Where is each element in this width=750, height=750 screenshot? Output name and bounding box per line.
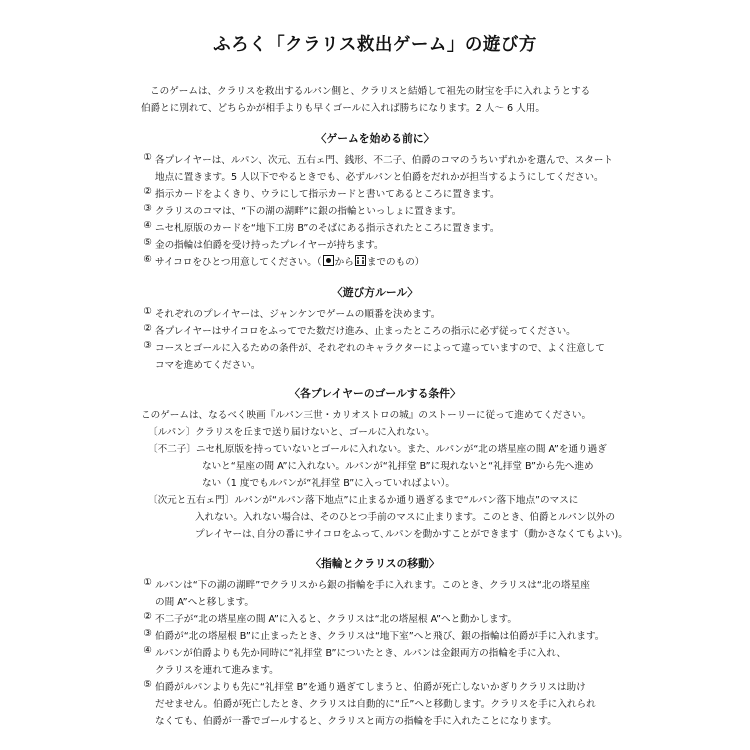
goals-intro: このゲームは、なるべく映画『ルパン三世・カリオストロの城』のストーリーに従って進めてください。: [141, 410, 592, 421]
item-text: なくても、伯爵が一番でゴールすると、クラリスと両方の指輪を手に入れたことになります。: [155, 716, 557, 727]
item-text: コマを進めてください。: [155, 360, 261, 371]
goal-jigen-line: プレイヤーは､自分の番にサイコロをふって､ルパンを動かすことができます（動かさなくてもよい)。: [195, 529, 628, 540]
item-number: ③: [143, 340, 152, 351]
goal-fujiko-line: ない（1 度でもルパンが“礼拝堂 B”に入っていればよい）。: [202, 478, 455, 489]
item-text: 地点に置きます。5 人以下でやるときでも、必ずルパンと伯爵をだれかが担当するようにしてください。: [155, 172, 604, 183]
page-title: ふろく「クラリス救出ゲーム」の遊び方: [213, 35, 537, 55]
item-text: 伯爵がルパンよりも先に“礼拝堂 B”を通り過ぎてしまうと、伯爵が死亡しないかぎりクラリスは助け: [155, 682, 586, 693]
item-number: ①: [143, 152, 152, 163]
item-text: 伯爵が“北の塔屋根 B”に止まったとき、クラリスは“地下室”へと飛び、銀の指輪は伯爵が手に入れます。: [155, 631, 605, 642]
dice-from-text: から: [334, 257, 354, 268]
item-number: ③: [143, 628, 152, 639]
item-text: それぞれのプレイヤーは、ジャンケンでゲームの順番を決めます。: [155, 309, 441, 320]
dice-six-icon: [355, 255, 366, 266]
item-text: 金の指輪は伯爵を受け持ったプレイヤーが持ちます。: [155, 240, 384, 251]
intro-line-1: このゲームは、クラリスを救出するルパン側と、クラリスと結婚して祖先の財宝を手に入れようとする: [150, 86, 591, 97]
item-text: 各プレイヤーはサイコロをふってでた数だけ進み、止まったところの指示に必ず従ってください。: [155, 326, 576, 337]
item-number: ③: [143, 203, 152, 214]
item-text: 各プレイヤーは、ルパン、次元、五右ェ門、銭形、不二子、伯爵のコマのうちいずれかを選んで、スタート: [155, 155, 614, 166]
section-heading-before: 〈ゲームを始める前に〉: [315, 132, 435, 145]
dice-sentence: サイコロをひとつ用意してください。（: [155, 257, 322, 268]
goal-jigen-line: 〔次元と五右ェ門〕ルパンが“ルパン落下地点”に止まるか通り過ぎるまで“ルパン落下地点”のマスに: [148, 495, 579, 506]
goal-lupin: 〔ルパン〕クラリスを丘まで送り届けないと、ゴールに入れない。: [148, 427, 435, 438]
section-heading-rules: 〈遊び方ルール〉: [331, 286, 419, 299]
goal-fujiko-line: 〔不二子〕ニセ札原版を持っていないとゴールに入れない。また、ルパンが“北の塔星座の間 A”を通り過ぎ: [148, 444, 607, 455]
item-number: ①: [143, 577, 152, 588]
goal-fujiko-line: ないと“星座の間 A”に入れない。ルパンが“礼拝堂 B”に現れないと“礼拝堂 B”から先へ進め: [202, 461, 594, 472]
item-text: コースとゴールに入るための条件が、それぞれのキャラクターによって違っていますので、よく注意して: [155, 343, 605, 354]
item-text: 指示カードをよくきり、ウラにして指示カードと書いてあるところに置きます。: [155, 189, 500, 200]
section-heading-rings: 〈指輪とクラリスの移動〉: [310, 557, 440, 570]
item-number: ①: [143, 306, 152, 317]
item-text: クラリスを連れて進みます。: [155, 665, 279, 676]
item-number: ⑥: [143, 254, 152, 265]
item-number: ②: [143, 323, 152, 334]
item-text: 不二子が“北の塔星座の間 A”に入ると、クラリスは“北の塔屋根 A”へと動かします。: [155, 614, 517, 625]
item-text: ルパンは“下の湖の湖畔”でクラリスから銀の指輪を手に入れます。このとき、クラリスは“北の塔星座: [155, 580, 590, 591]
item-text: だせません。伯爵が死亡したとき、クラリスは自動的に“丘”へと移動します。クラリスを手に入れられ: [155, 699, 596, 710]
item-number: ④: [143, 645, 152, 656]
dice-to-text: までのもの）: [366, 257, 425, 268]
item-number: ⑤: [143, 679, 152, 690]
dice-one-icon: [323, 255, 334, 266]
item-number: ④: [143, 220, 152, 231]
goal-jigen-line: 入れない。入れない場合は、そのひとつ手前のマスに止まります。このとき、伯爵とルパン以外の: [195, 512, 616, 523]
item-number: ⑤: [143, 237, 152, 248]
item-text-dice: [155, 254, 424, 268]
item-text: の間 A”へと移します。: [155, 597, 254, 608]
item-number: ②: [143, 611, 152, 622]
section-heading-goals: 〈各プレイヤーのゴールする条件〉: [289, 387, 461, 400]
item-number: ②: [143, 186, 152, 197]
intro-line-2: 伯爵とに別れて、どちらかが相手よりも早くゴールに入れば勝ちになります。2 人〜 6 人用。: [141, 103, 545, 114]
item-text: ルパンが伯爵よりも先か同時に“礼拝堂 B”についたとき、ルパンは金銀両方の指輪を手に入れ、: [155, 648, 567, 659]
item-text: ニセ札原版のカードを“地下工房 B”のそばにある指示されたところに置きます。: [155, 223, 500, 234]
item-text: クラリスのコマは、“下の湖の湖畔”に銀の指輪といっしょに置きます。: [155, 206, 462, 217]
